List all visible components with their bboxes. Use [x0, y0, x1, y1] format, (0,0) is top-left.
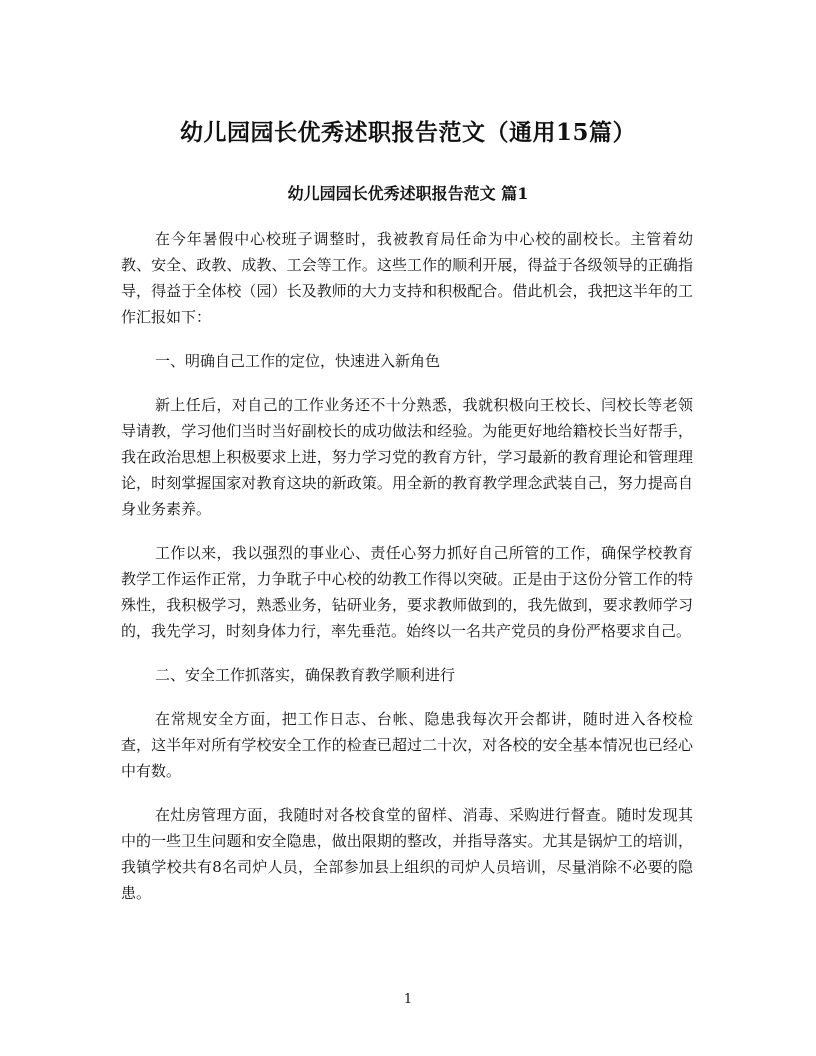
section-heading-2: 二、安全工作抓落实，确保教育教学顺利进行: [155, 666, 456, 684]
section-heading-1: 一、明确自己工作的定位，快速进入新角色: [155, 352, 441, 370]
paragraph-responsibility: 工作以来，我以强烈的事业心、责任心努力抓好自己所管的工作，确保学校教育教学工作运作正常，力争耽子中心校的幼教工作得以突破。正是由于这份分管工作的特殊性，我积极学习，熟悉业务，钻研业务，要求教师做到的，我先做到，要求教师学习的，我先学习，时刻身体力行，率先垂范。始终以一名共产党员的身份严格要求自己。: [121, 544, 693, 640]
section-title: 幼儿园园长优秀述职报告范文 篇1: [287, 184, 529, 203]
page-number: 1: [403, 992, 413, 1007]
document-title: 幼儿园园长优秀述职报告范文（通用15篇）: [179, 119, 636, 146]
paragraph-kitchen: 在灶房管理方面，我随时对各校食堂的留样、消毒、采购进行督查。随时发现其中的一些卫生问题和安全隐患，做出限期的整改，并指导落实。尤其是锅炉工的培训，我镇学校共有8名司炉人员，全部参加县上组织的司炉人员培训，尽量消除不必要的隐患。: [121, 806, 693, 902]
paragraph-safety: 在常规安全方面，把工作日志、台帐、隐患我每次开会都讲，随时进入各校检查，这半年对所有学校安全工作的检查已超过二十次，对各校的安全基本情况也已经心中有数。: [121, 710, 693, 780]
document-body: [121, 226, 693, 924]
paragraph-intro: 在今年暑假中心校班子调整时，我被教育局任命为中心校的副校长。主管着幼教、安全、政教、成教、工会等工作。这些工作的顺利开展，得益于各级领导的正确指导，得益于全体校（园）长及教师的大力支持和积极配合。借此机会，我把这半年的工作汇报如下：: [121, 230, 693, 326]
paragraph-learning: 新上任后，对自己的工作业务还不十分熟悉，我就积极向王校长、闫校长等老领导请教，学习他们当时当好副校长的成功做法和经验。为能更好地给籍校长当好帮手，我在政治思想上积极要求上进，努力学习党的教育方针，学习最新的教育理论和管理理论，时刻掌握国家对教育这块的新政策。用全新的教育教学理念武装自己，努力提高自身业务素养。: [121, 396, 693, 518]
